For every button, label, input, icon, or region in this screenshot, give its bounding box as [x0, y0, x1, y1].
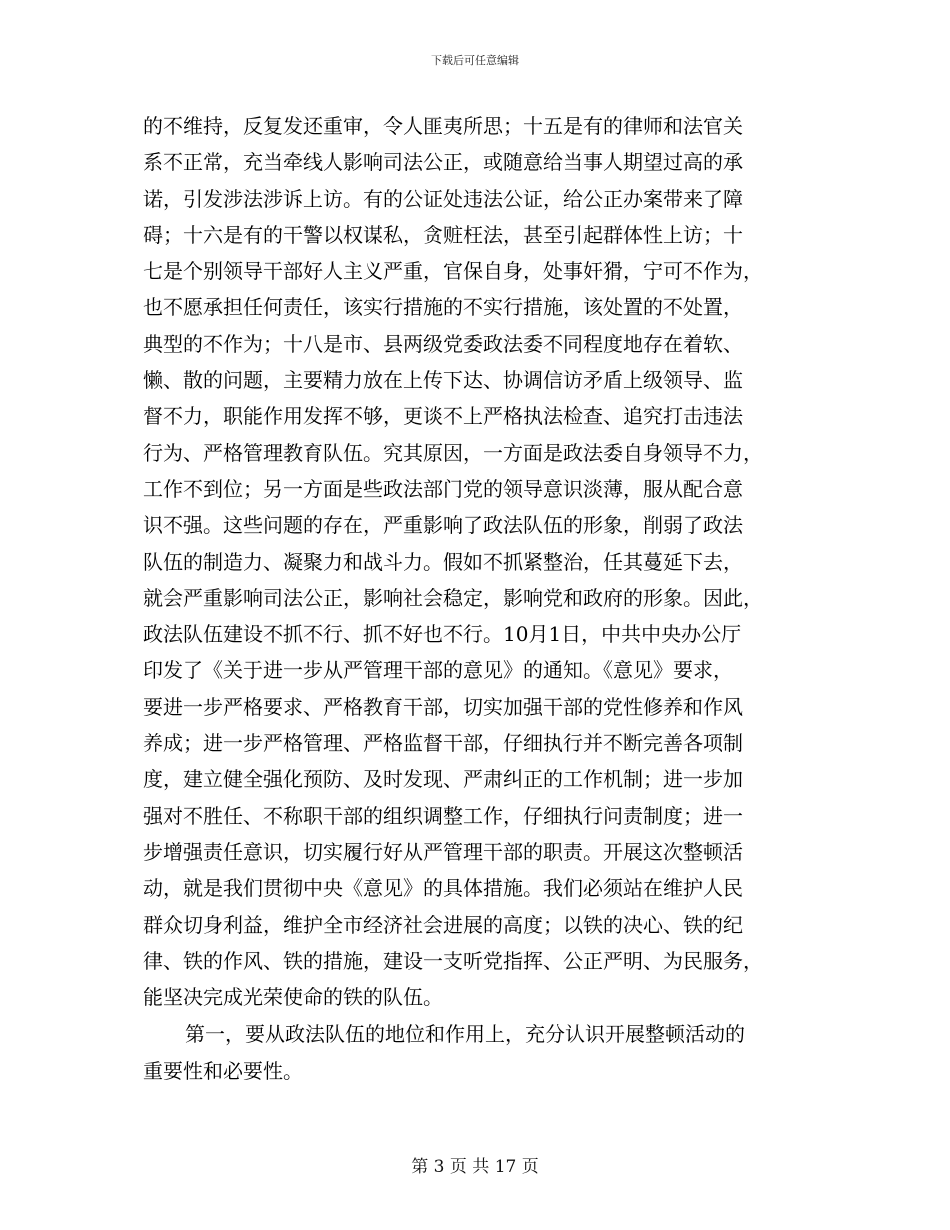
text-line: 识不强。这些问题的存在，严重影响了政法队伍的形象，削弱了政法 — [143, 513, 743, 538]
text-line: 第一，要从政法队伍的地位和作用上，充分认识开展整顿活动的 — [185, 1022, 745, 1047]
page-number: 第 3 页 共 17 页 — [411, 1157, 539, 1177]
text-line: 能坚决完成光荣使命的铁的队伍。 — [143, 985, 443, 1010]
text-line: 也不愿承担任何责任，该实行措施的不实行措施，该处置的不处置， — [143, 295, 743, 320]
text-line: 印发了《关于进一步从严管理干部的意见》的通知。《意见》要求， — [143, 658, 733, 683]
text-line: 重要性和必要性。 — [143, 1058, 303, 1083]
paragraph — [143, 1016, 803, 1089]
text-line: 队伍的制造力、凝聚力和战斗力。假如不抓紧整治，任其蔓延下去， — [143, 549, 743, 574]
text-line: 步增强责任意识，切实履行好从严管理干部的职责。开展这次整顿活 — [143, 839, 743, 864]
page-header: 下载后可任意编辑 — [431, 54, 519, 67]
text-line: 就会严重影响司法公正，影响社会稳定，影响党和政府的形象。因此， — [143, 585, 763, 610]
text-line: 政法队伍建设不抓不行、抓不好也不行。10月1日，中共中央办公厅 — [143, 622, 742, 647]
text-line: 律、铁的作风、铁的措施，建设一支听党指挥、公正严明、为民服务， — [143, 948, 763, 973]
text-line: 工作不到位；另一方面是些政法部门党的领导意识淡薄，服从配合意 — [143, 476, 743, 501]
text-line: 要进一步严格要求、严格教育干部，切实加强干部的党性修养和作风 — [143, 694, 743, 719]
text-line: 强对不胜任、不称职干部的组织调整工作，仔细执行问责制度；进一 — [143, 803, 743, 828]
text-line: 碍；十六是有的干警以权谋私，贪赃枉法，甚至引起群体性上访；十 — [143, 222, 743, 247]
text-line: 系不正常，充当牵线人影响司法公正，或随意给当事人期望过高的承 — [143, 150, 743, 175]
text-line: 养成；进一步严格管理、严格监督干部，仔细执行并不断完善各项制 — [143, 731, 743, 756]
paragraph — [143, 108, 803, 1015]
text-line: 典型的不作为；十八是市、县两级党委政法委不同程度地存在着软、 — [143, 331, 743, 356]
text-line: 度，建立健全强化预防、及时发现、严肃纠正的工作机制；进一步加 — [143, 767, 743, 792]
text-line: 动，就是我们贯彻中央《意见》的具体措施。我们必须站在维护人民 — [143, 876, 743, 901]
text-line: 群众切身利益，维护全市经济社会进展的高度；以铁的决心、铁的纪 — [143, 912, 743, 937]
text-line: 诺，引发涉法涉诉上访。有的公证处违法公证，给公正办案带来了障 — [143, 186, 743, 211]
document-body — [143, 108, 803, 1089]
text-line: 七是个别领导干部好人主义严重，官保自身，处事奸猾，宁可不作为， — [143, 259, 763, 284]
text-line: 督不力，职能作用发挥不够，更谈不上严格执法检查、追究打击违法 — [143, 404, 743, 429]
text-line: 行为、严格管理教育队伍。究其原因，一方面是政法委自身领导不力， — [143, 440, 763, 465]
text-line: 懒、散的问题，主要精力放在上传下达、协调信访矛盾上级领导、监 — [143, 368, 743, 393]
text-line: 的不维持，反复发还重审，令人匪夷所思；十五是有的律师和法官关 — [143, 114, 743, 138]
